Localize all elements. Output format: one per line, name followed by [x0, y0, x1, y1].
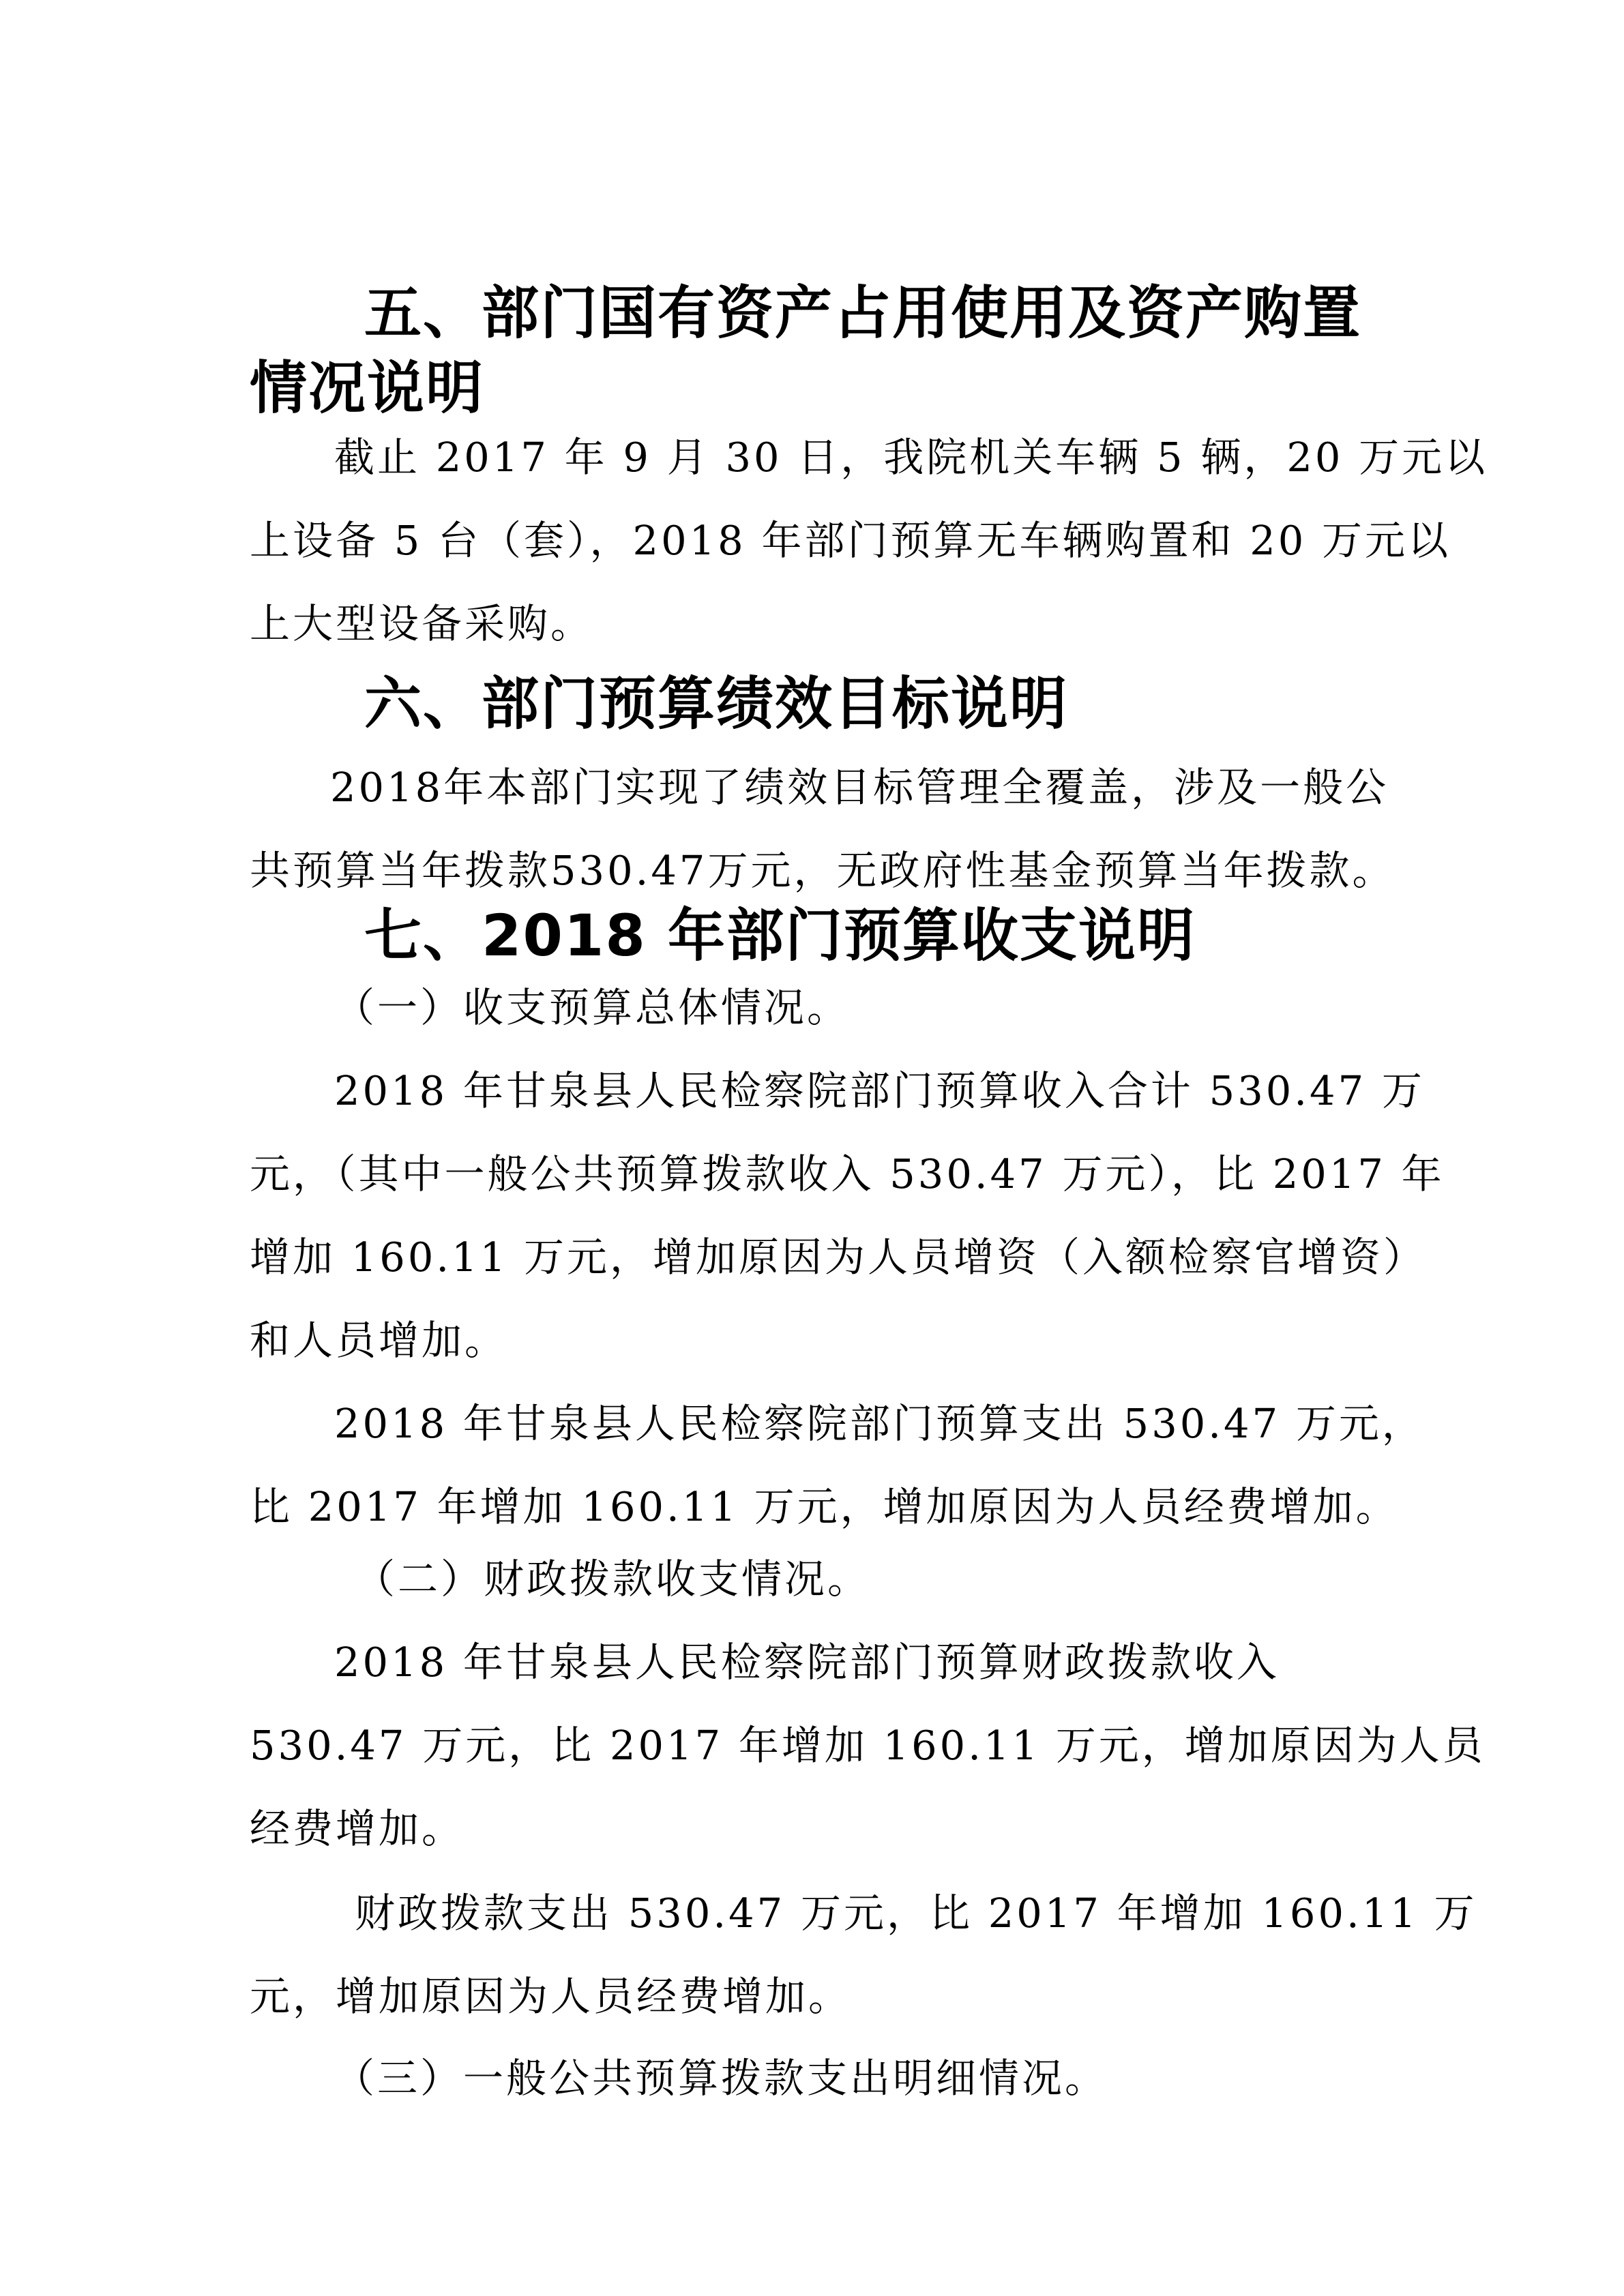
section-5-paragraph-line: 上设备 5 台（套），2018 年部门预算无车辆购置和 20 万元以: [250, 517, 1451, 564]
section-6-paragraph-line: 共预算当年拨款530.47万元，无政府性基金预算当年拨款。: [250, 847, 1396, 894]
section-7-title: 七、2018 年部门预算收支说明: [364, 902, 1196, 969]
section-7-paragraph-line: 2018 年甘泉县人民检察院部门预算支出 530.47 万元，: [334, 1400, 1425, 1447]
section-7-subheading-3: （三）一般公共预算拨款支出明细情况。: [334, 2055, 1108, 2102]
section-5-paragraph-line: 截止 2017 年 9 月 30 日，我院机关车辆 5 辆，20 万元以: [334, 434, 1488, 481]
section-7-paragraph-line: 530.47 万元，比 2017 年增加 160.11 万元，增加原因为人员: [250, 1722, 1486, 1769]
section-6-title: 六、部门预算绩效目标说明: [364, 670, 1069, 737]
section-7-paragraph-line: 经费增加。: [250, 1805, 465, 1852]
section-7-paragraph-line: 比 2017 年增加 160.11 万元，增加原因为人员经费增加。: [250, 1483, 1399, 1530]
section-5-title-line2: 情况说明: [250, 355, 485, 421]
section-7-subheading-2: （二）财政拨款收支情况。: [355, 1555, 871, 1602]
section-7-paragraph-line: 和人员增加。: [250, 1317, 508, 1364]
section-5-paragraph-line: 上大型设备采购。: [250, 600, 594, 647]
section-6-paragraph-line: 2018年本部门实现了绩效目标管理全覆盖，涉及一般公: [330, 764, 1389, 811]
section-7-paragraph-line: 元，（其中一般公共预算拨款收入 530.47 万元），比 2017 年: [250, 1150, 1445, 1197]
section-7-subheading-1: （一）收支预算总体情况。: [334, 984, 851, 1031]
section-7-paragraph-line: 2018 年甘泉县人民检察院部门预算财政拨款收入: [334, 1639, 1280, 1686]
section-7-paragraph-line: 增加 160.11 万元，增加原因为人员增资（入额检察官增资）: [250, 1234, 1426, 1281]
section-7-paragraph-line: 元，增加原因为人员经费增加。: [250, 1973, 852, 2020]
section-7-paragraph-line: 2018 年甘泉县人民检察院部门预算收入合计 530.47 万: [334, 1067, 1425, 1114]
section-5-title-line1: 五、部门国有资产占用使用及资产购置: [364, 280, 1362, 346]
section-7-paragraph-line: 财政拨款支出 530.47 万元，比 2017 年增加 160.11 万: [355, 1890, 1477, 1937]
